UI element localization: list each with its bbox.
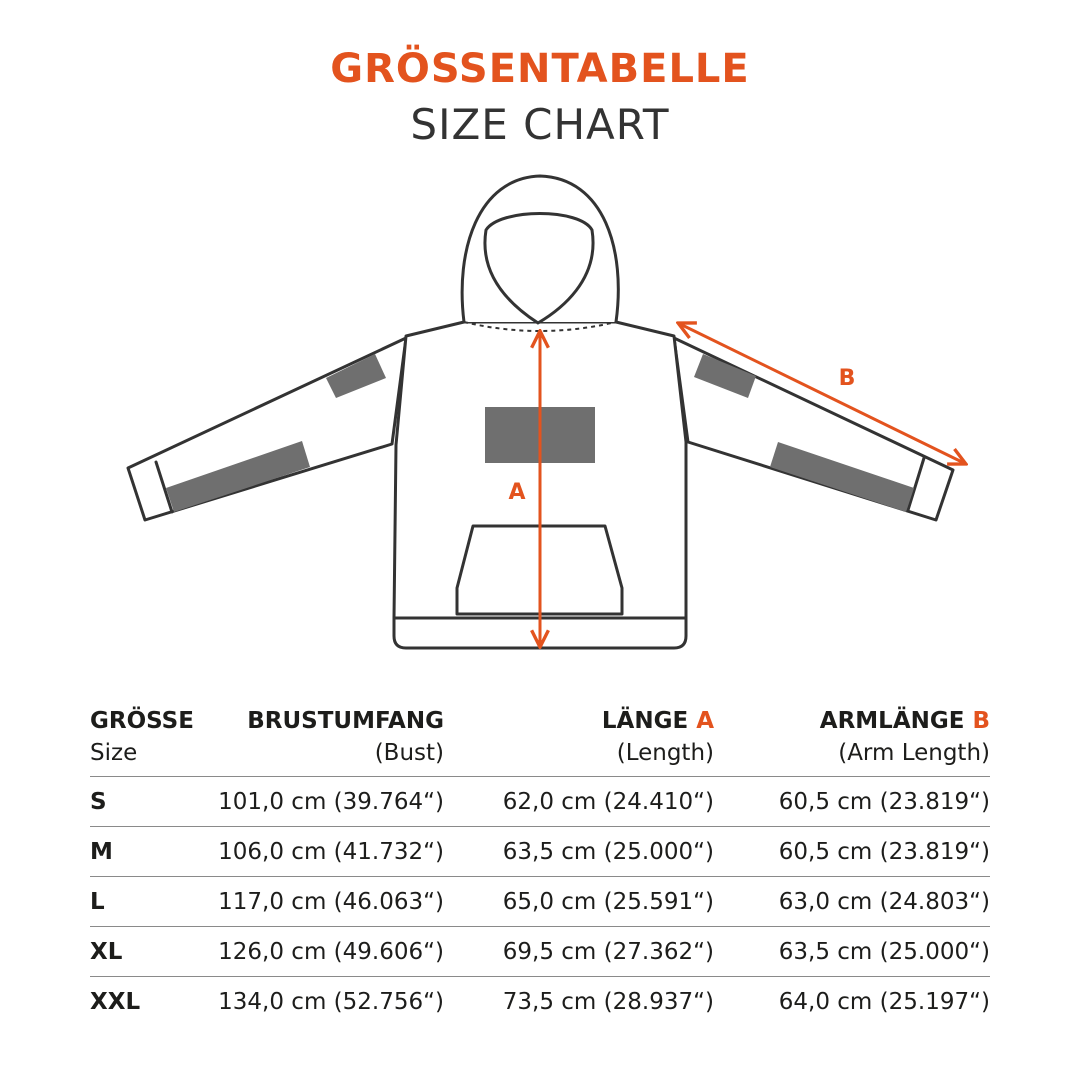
arm-cell: 60,5 cm (23.819“) [714,777,990,827]
length-cell: 63,5 cm (25.000“) [444,827,714,877]
arm-cell: 63,5 cm (25.000“) [714,927,990,977]
table-row [90,927,990,977]
subheader-bust: (Bust) [374,740,444,766]
arm-cell: 64,0 cm (25.197“) [714,977,990,1027]
header-arm-accent: B [972,708,990,734]
size-cell: L [90,877,210,927]
arm-label-b: B [838,366,856,391]
bust-cell: 101,0 cm (39.764“) [210,777,444,827]
arm-cell: 63,0 cm (24.803“) [714,877,990,927]
size-cell: XL [90,927,210,977]
arm-cell: 60,5 cm (23.819“) [714,827,990,877]
page-subtitle: SIZE CHART [410,100,670,149]
length-cell: 73,5 cm (28.937“) [444,977,714,1027]
page-title: GRÖSSENTABELLE [330,46,750,92]
bust-cell: 106,0 cm (41.732“) [210,827,444,877]
size-table [90,700,990,1026]
bust-cell: 134,0 cm (52.756“) [210,977,444,1027]
size-cell: XXL [90,977,210,1027]
header-bust: BRUSTUMFANG [247,708,444,734]
header-length-accent: A [696,708,714,734]
table-row [90,827,990,877]
table-row [90,977,990,1027]
table-row [90,877,990,927]
hoodie-diagram [0,160,1080,660]
subheader-size: Size [90,740,138,766]
size-cell: S [90,777,210,827]
bust-cell: 126,0 cm (49.606“) [210,927,444,977]
bust-cell: 117,0 cm (46.063“) [210,877,444,927]
subheader-length: (Length) [616,740,714,766]
length-cell: 69,5 cm (27.362“) [444,927,714,977]
header-arm: ARMLÄNGE B [819,708,990,734]
table-row [90,777,990,827]
length-cell: 65,0 cm (25.591“) [444,877,714,927]
length-label-a: A [508,480,526,505]
length-cell: 62,0 cm (24.410“) [444,777,714,827]
subheader-arm: (Arm Length) [838,740,990,766]
header-size: GRÖSSE [90,708,194,734]
header-length: LÄNGE A [601,708,714,734]
size-cell: M [90,827,210,877]
